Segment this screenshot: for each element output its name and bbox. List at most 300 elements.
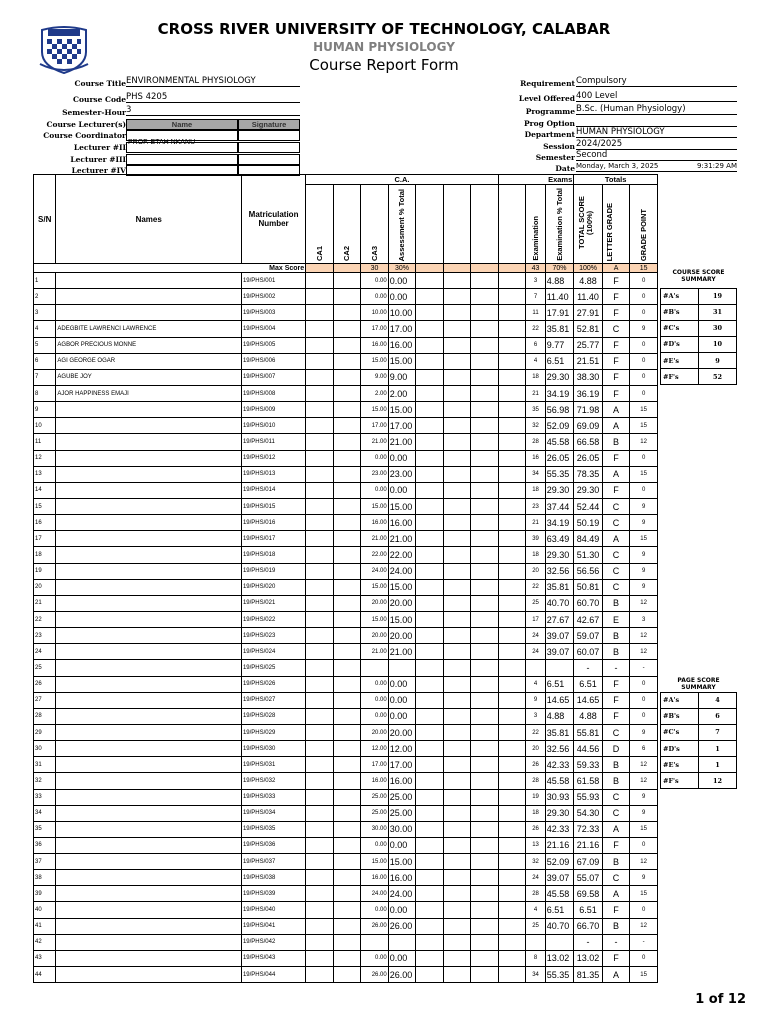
ca2-cell[interactable] (333, 353, 361, 369)
ca1-cell[interactable] (306, 579, 334, 595)
blank-cell (498, 515, 526, 531)
ca1-cell[interactable] (306, 482, 334, 498)
max-ca3: 30 (361, 264, 389, 273)
student-name-cell[interactable] (56, 466, 242, 482)
matric-cell: 19/PHS/025 (241, 660, 305, 676)
exam-cell[interactable]: 34 (526, 466, 545, 482)
ca1-cell[interactable] (306, 289, 334, 305)
ca3-cell[interactable]: 25.00 (361, 805, 389, 821)
ca2-cell[interactable] (333, 450, 361, 466)
ca1-cell[interactable] (306, 789, 334, 805)
blank-cell (498, 773, 526, 789)
ca3-cell[interactable]: 12.00 (361, 741, 389, 757)
ca1-cell[interactable] (306, 434, 334, 450)
ca3-cell[interactable]: 17.00 (361, 321, 389, 337)
student-name-cell[interactable] (56, 305, 242, 321)
student-name-cell[interactable] (56, 611, 242, 627)
blank-cell (471, 305, 499, 321)
ca1-cell[interactable] (306, 595, 334, 611)
ca2-cell[interactable] (333, 305, 361, 321)
ca1-cell[interactable] (306, 547, 334, 563)
ca3-cell[interactable]: 21.00 (361, 434, 389, 450)
exam-cell[interactable]: 8 (526, 950, 545, 966)
ca3-cell[interactable] (361, 934, 389, 950)
blank-cell (471, 402, 499, 418)
ca2-cell[interactable] (333, 837, 361, 853)
blank-cell (471, 353, 499, 369)
student-name-cell[interactable] (56, 273, 242, 289)
exam-cell[interactable]: 34 (526, 967, 545, 983)
letter-grade-cell: F (602, 273, 630, 289)
letter-grade-cell: B (602, 918, 630, 934)
student-name-cell[interactable] (56, 595, 242, 611)
student-name-cell[interactable] (56, 563, 242, 579)
ca3-cell[interactable]: 16.00 (361, 773, 389, 789)
exam-cell[interactable]: 22 (526, 579, 545, 595)
ca2-cell[interactable] (333, 854, 361, 870)
ca2-cell[interactable] (333, 563, 361, 579)
ca3-cell[interactable]: 20.00 (361, 595, 389, 611)
ca1-cell[interactable] (306, 273, 334, 289)
exam-cell[interactable]: 28 (526, 886, 545, 902)
student-name-cell[interactable] (56, 450, 242, 466)
ca1-cell[interactable] (306, 692, 334, 708)
ca1-cell[interactable] (306, 305, 334, 321)
ca2-cell[interactable] (333, 967, 361, 983)
ca3-cell[interactable]: 21.00 (361, 644, 389, 660)
ca3-cell[interactable]: 15.00 (361, 402, 389, 418)
ca2-cell[interactable] (333, 724, 361, 740)
matric-cell: 19/PHS/035 (241, 821, 305, 837)
student-name-cell[interactable] (56, 498, 242, 514)
exam-cell[interactable]: 19 (526, 789, 545, 805)
ca1-cell[interactable] (306, 918, 334, 934)
signature-column-header: Signature (238, 119, 300, 130)
ca2-cell[interactable] (333, 805, 361, 821)
blank-cell (443, 450, 471, 466)
ca3-cell[interactable]: 26.00 (361, 967, 389, 983)
ca1-cell[interactable] (306, 837, 334, 853)
student-name-cell[interactable] (56, 967, 242, 983)
ca2-cell[interactable] (333, 531, 361, 547)
exam-cell[interactable]: 9 (526, 692, 545, 708)
total-score-cell: 61.58 (574, 773, 603, 789)
letter-grade-cell: C (602, 321, 630, 337)
blank-cell (416, 595, 444, 611)
grade-point-cell: 0 (630, 676, 658, 692)
ca1-cell[interactable] (306, 773, 334, 789)
student-name-cell[interactable] (56, 918, 242, 934)
ca1-cell[interactable] (306, 805, 334, 821)
exam-cell[interactable]: 11 (526, 305, 545, 321)
exam-cell[interactable] (526, 934, 545, 950)
exam-cell[interactable]: 18 (526, 547, 545, 563)
ca1-cell[interactable] (306, 466, 334, 482)
exam-cell[interactable]: 4 (526, 353, 545, 369)
ca3-cell[interactable]: 0.00 (361, 837, 389, 853)
ca2-cell[interactable] (333, 660, 361, 676)
letter-grade-cell: F (602, 385, 630, 401)
sn-cell: 30 (34, 741, 56, 757)
ca1-cell[interactable] (306, 369, 334, 385)
ca1-cell[interactable] (306, 321, 334, 337)
letter-grade-cell: F (602, 902, 630, 918)
summary-title: COURSE SCORE SUMMARY (672, 268, 725, 283)
blank-cell (471, 595, 499, 611)
lecturer-name-cell[interactable] (126, 154, 238, 165)
ca2-cell[interactable] (333, 918, 361, 934)
exam-cell[interactable]: 22 (526, 724, 545, 740)
blank-cell (498, 385, 526, 401)
sn-cell: 35 (34, 821, 56, 837)
exam-cell[interactable]: 3 (526, 273, 545, 289)
sn-cell: 16 (34, 515, 56, 531)
lecturer-signature-cell[interactable] (238, 130, 300, 141)
lecturer-name-cell[interactable] (126, 142, 238, 153)
ca3-cell[interactable]: 15.00 (361, 353, 389, 369)
ca3-cell[interactable]: 0.00 (361, 708, 389, 724)
ca2-cell[interactable] (333, 934, 361, 950)
exam-cell[interactable]: 25 (526, 595, 545, 611)
lecturer-signature-cell[interactable] (238, 142, 300, 153)
ca2-cell[interactable] (333, 402, 361, 418)
ca2-cell[interactable] (333, 676, 361, 692)
blank-cell (443, 337, 471, 353)
sn-cell: 7 (34, 369, 56, 385)
exam-cell[interactable]: 18 (526, 482, 545, 498)
ca2-cell[interactable] (333, 434, 361, 450)
student-name-cell[interactable] (56, 644, 242, 660)
blank-cell (498, 967, 526, 983)
ca3-cell[interactable]: 15.00 (361, 579, 389, 595)
student-name-cell[interactable] (56, 757, 242, 773)
matric-cell: 19/PHS/006 (241, 353, 305, 369)
ca1-cell[interactable] (306, 515, 334, 531)
ca3-cell[interactable]: 15.00 (361, 854, 389, 870)
ca3-cell[interactable] (361, 660, 389, 676)
summary-label: #A's (661, 692, 699, 708)
ca1-cell[interactable] (306, 854, 334, 870)
matric-cell: 19/PHS/039 (241, 886, 305, 902)
ca2-cell[interactable] (333, 547, 361, 563)
student-name-cell[interactable] (56, 579, 242, 595)
ca1-cell[interactable] (306, 676, 334, 692)
lecturer-signature-cell[interactable] (238, 154, 300, 165)
ca1-cell[interactable] (306, 757, 334, 773)
ca2-cell[interactable] (333, 337, 361, 353)
exam-cell[interactable]: 20 (526, 741, 545, 757)
exam-cell[interactable]: 17 (526, 611, 545, 627)
grade-point-cell: 6 (630, 741, 658, 757)
student-name-cell[interactable] (56, 531, 242, 547)
student-name-cell[interactable] (56, 676, 242, 692)
ca3-cell[interactable]: 21.00 (361, 531, 389, 547)
table-row (34, 821, 658, 837)
student-name-cell[interactable] (56, 821, 242, 837)
ca1-cell[interactable] (306, 531, 334, 547)
ca2-cell[interactable] (333, 789, 361, 805)
ca2-cell[interactable] (333, 498, 361, 514)
ca3-cell[interactable]: 24.00 (361, 886, 389, 902)
student-name-cell[interactable] (56, 870, 242, 886)
ca2-cell[interactable] (333, 273, 361, 289)
ca2-cell[interactable] (333, 628, 361, 644)
ca2-cell[interactable] (333, 595, 361, 611)
ca3-cell[interactable]: 9.00 (361, 369, 389, 385)
assess-total-cell: 21.00 (388, 531, 416, 547)
header-ca2 (333, 185, 361, 264)
ca3-cell[interactable]: 20.00 (361, 724, 389, 740)
ca2-cell[interactable] (333, 289, 361, 305)
table-row (34, 676, 658, 692)
student-name-cell[interactable] (56, 692, 242, 708)
header-grade-point-text: GRADE POINT (639, 208, 649, 261)
ca1-cell[interactable] (306, 385, 334, 401)
exam-cell[interactable]: 24 (526, 628, 545, 644)
ca1-cell[interactable] (306, 708, 334, 724)
ca2-cell[interactable] (333, 821, 361, 837)
student-name-cell[interactable] (56, 789, 242, 805)
ca1-cell[interactable] (306, 934, 334, 950)
table-row (34, 466, 658, 482)
ca1-cell[interactable] (306, 741, 334, 757)
student-name-cell[interactable] (56, 482, 242, 498)
student-name-cell[interactable]: AJOR HAPPINESS EMAJI (56, 385, 242, 401)
matric-cell: 19/PHS/015 (241, 498, 305, 514)
student-name-cell[interactable] (56, 434, 242, 450)
ca3-cell[interactable]: 23.00 (361, 466, 389, 482)
ca3-cell[interactable]: 22.00 (361, 547, 389, 563)
blank-cell (498, 305, 526, 321)
exam-cell[interactable]: 32 (526, 854, 545, 870)
ca1-cell[interactable] (306, 450, 334, 466)
student-name-cell[interactable] (56, 418, 242, 434)
sn-cell: 25 (34, 660, 56, 676)
sn-cell: 13 (34, 466, 56, 482)
ca2-cell[interactable] (333, 773, 361, 789)
ca1-cell[interactable] (306, 886, 334, 902)
student-name-cell[interactable]: AGI GEORGE OGAR (56, 353, 242, 369)
ca3-cell[interactable]: 16.00 (361, 515, 389, 531)
blank-cell (471, 757, 499, 773)
ca3-cell[interactable]: 25.00 (361, 789, 389, 805)
exam-cell[interactable]: 32 (526, 418, 545, 434)
exam-cell[interactable] (526, 660, 545, 676)
ca2-cell[interactable] (333, 321, 361, 337)
sn-cell: 11 (34, 434, 56, 450)
info-value: B.Sc. (Human Physiology) (576, 104, 737, 115)
ca3-cell[interactable]: 26.00 (361, 918, 389, 934)
student-name-cell[interactable] (56, 902, 242, 918)
exam-total-cell: 45.58 (545, 886, 574, 902)
ca3-cell[interactable]: 0.00 (361, 950, 389, 966)
student-name-cell[interactable] (56, 934, 242, 950)
blank-cell (443, 644, 471, 660)
ca2-cell[interactable] (333, 950, 361, 966)
ca3-cell[interactable]: 0.00 (361, 273, 389, 289)
ca3-cell[interactable]: 20.00 (361, 628, 389, 644)
assess-total-cell: 22.00 (388, 547, 416, 563)
ca2-cell[interactable] (333, 466, 361, 482)
exam-cell[interactable]: 16 (526, 450, 545, 466)
ca2-cell[interactable] (333, 692, 361, 708)
exam-cell[interactable]: 13 (526, 837, 545, 853)
ca3-cell[interactable]: 15.00 (361, 611, 389, 627)
matric-cell: 19/PHS/019 (241, 563, 305, 579)
ca3-cell[interactable]: 17.00 (361, 757, 389, 773)
exam-cell[interactable]: 6 (526, 337, 545, 353)
exam-cell[interactable]: 21 (526, 515, 545, 531)
exam-cell[interactable]: 26 (526, 821, 545, 837)
ca1-cell[interactable] (306, 967, 334, 983)
student-name-cell[interactable] (56, 708, 242, 724)
exam-cell[interactable]: 39 (526, 531, 545, 547)
ca3-cell[interactable]: 10.00 (361, 305, 389, 321)
ca3-cell[interactable]: 0.00 (361, 692, 389, 708)
student-name-cell[interactable]: ADEGBITE LAWRENCI LAWRENCE (56, 321, 242, 337)
ca2-cell[interactable] (333, 369, 361, 385)
exam-cell[interactable]: 23 (526, 498, 545, 514)
exam-total-cell: 6.51 (545, 353, 574, 369)
exam-cell[interactable]: 4 (526, 902, 545, 918)
ca1-cell[interactable] (306, 353, 334, 369)
exam-total-cell (545, 660, 574, 676)
lecturer-name-cell[interactable] (126, 130, 238, 146)
student-name-cell[interactable] (56, 854, 242, 870)
ca3-cell[interactable]: 2.00 (361, 385, 389, 401)
ca1-cell[interactable] (306, 724, 334, 740)
ca3-cell[interactable]: 24.00 (361, 563, 389, 579)
ca2-cell[interactable] (333, 611, 361, 627)
exam-cell[interactable]: 24 (526, 644, 545, 660)
ca1-cell[interactable] (306, 563, 334, 579)
ca2-cell[interactable] (333, 741, 361, 757)
ca2-cell[interactable] (333, 757, 361, 773)
exam-cell[interactable]: 4 (526, 676, 545, 692)
ca3-cell[interactable]: 16.00 (361, 337, 389, 353)
blank-cell (498, 418, 526, 434)
sn-cell: 2 (34, 289, 56, 305)
student-name-cell[interactable] (56, 837, 242, 853)
ca1-cell[interactable] (306, 870, 334, 886)
header-ca1-text: CA1 (314, 245, 324, 261)
student-name-cell[interactable] (56, 289, 242, 305)
ca1-cell[interactable] (306, 402, 334, 418)
ca3-cell[interactable]: 0.00 (361, 450, 389, 466)
ca2-cell[interactable] (333, 870, 361, 886)
ca1-cell[interactable] (306, 821, 334, 837)
exam-cell[interactable]: 18 (526, 369, 545, 385)
ca2-cell[interactable] (333, 902, 361, 918)
ca1-cell[interactable] (306, 660, 334, 676)
info-label: Level Offered (518, 94, 575, 103)
total-score-cell: 66.58 (574, 434, 603, 450)
total-score-cell: 13.02 (574, 950, 603, 966)
ca3-cell[interactable]: 30.00 (361, 821, 389, 837)
ca2-cell[interactable] (333, 579, 361, 595)
exam-cell[interactable]: 24 (526, 870, 545, 886)
ca3-cell[interactable]: 0.00 (361, 676, 389, 692)
summary-row (661, 304, 737, 320)
assess-total-cell: 0.00 (388, 692, 416, 708)
exam-cell[interactable]: 28 (526, 773, 545, 789)
ca2-cell[interactable] (333, 418, 361, 434)
assess-total-cell: 0.00 (388, 950, 416, 966)
student-name-cell[interactable] (56, 660, 242, 676)
student-name-cell[interactable] (56, 402, 242, 418)
blank-cell (471, 369, 499, 385)
ca1-cell[interactable] (306, 902, 334, 918)
ca3-cell[interactable]: 0.00 (361, 289, 389, 305)
header-total-score-text: TOTAL SCORE (100%) (577, 196, 595, 250)
exam-cell[interactable]: 3 (526, 708, 545, 724)
total-score-cell: 4.88 (574, 708, 603, 724)
student-name-cell[interactable] (56, 628, 242, 644)
ca1-cell[interactable] (306, 950, 334, 966)
exam-cell[interactable]: 22 (526, 321, 545, 337)
ca3-cell[interactable]: 0.00 (361, 902, 389, 918)
student-name-cell[interactable] (56, 805, 242, 821)
letter-grade-cell: A (602, 821, 630, 837)
student-name-cell[interactable] (56, 950, 242, 966)
blank-cell (471, 886, 499, 902)
exam-cell[interactable]: 28 (526, 434, 545, 450)
ca1-cell[interactable] (306, 644, 334, 660)
exam-cell[interactable]: 21 (526, 385, 545, 401)
ca1-cell[interactable] (306, 611, 334, 627)
ca1-cell[interactable] (306, 337, 334, 353)
max-score-row (34, 264, 658, 273)
ca1-cell[interactable] (306, 498, 334, 514)
exam-cell[interactable]: 35 (526, 402, 545, 418)
exam-cell[interactable]: 25 (526, 918, 545, 934)
ca2-cell[interactable] (333, 644, 361, 660)
ca2-cell[interactable] (333, 515, 361, 531)
student-name-cell[interactable]: AGBOR PRECIOUS MONNE (56, 337, 242, 353)
exam-cell[interactable]: 7 (526, 289, 545, 305)
ca3-cell[interactable]: 17.00 (361, 418, 389, 434)
ca2-cell[interactable] (333, 886, 361, 902)
student-name-cell[interactable] (56, 724, 242, 740)
ca2-cell[interactable] (333, 385, 361, 401)
table-row (34, 837, 658, 853)
ca3-cell[interactable]: 0.00 (361, 482, 389, 498)
exam-cell[interactable]: 20 (526, 563, 545, 579)
exam-cell[interactable]: 18 (526, 805, 545, 821)
ca3-cell[interactable]: 15.00 (361, 498, 389, 514)
student-name-cell[interactable] (56, 773, 242, 789)
letter-grade-cell: F (602, 289, 630, 305)
letter-grade-cell: F (602, 482, 630, 498)
student-name-cell[interactable] (56, 886, 242, 902)
blank-cell (443, 692, 471, 708)
ca1-cell[interactable] (306, 628, 334, 644)
ca2-cell[interactable] (333, 708, 361, 724)
assess-total-cell: 24.00 (388, 563, 416, 579)
student-name-cell[interactable]: AGUBE JOY (56, 369, 242, 385)
ca2-cell[interactable] (333, 482, 361, 498)
student-name-cell[interactable] (56, 515, 242, 531)
grade-point-cell: 0 (630, 902, 658, 918)
blank-cell (443, 611, 471, 627)
header-examination-text: Examination (531, 216, 541, 261)
ca1-cell[interactable] (306, 418, 334, 434)
student-name-cell[interactable] (56, 547, 242, 563)
blank-cell (471, 611, 499, 627)
exam-cell[interactable]: 26 (526, 757, 545, 773)
ca3-cell[interactable]: 16.00 (361, 870, 389, 886)
student-name-cell[interactable] (56, 741, 242, 757)
